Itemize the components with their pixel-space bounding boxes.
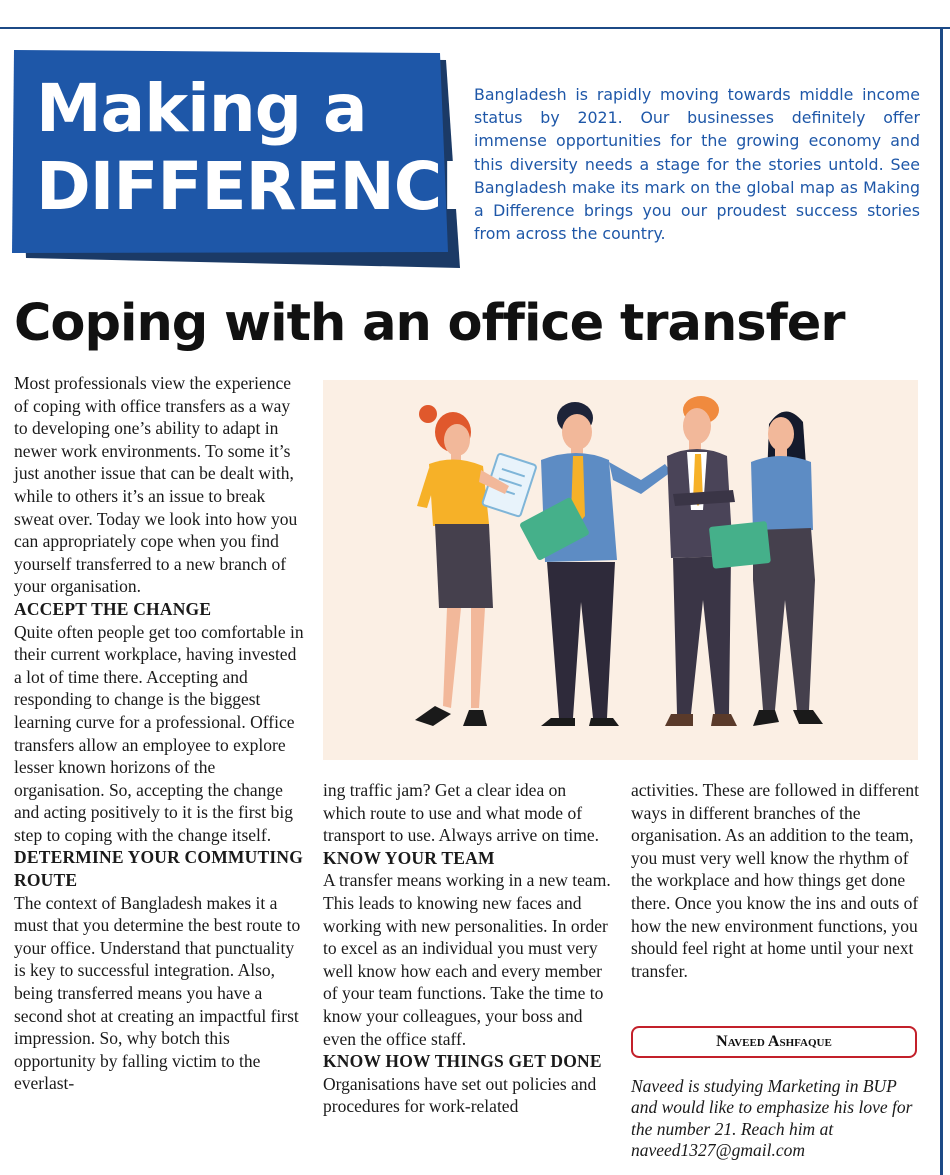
subheading: DETERMINE YOUR COMMUTING ROUTE xyxy=(14,847,304,891)
paragraph: Most professionals view the experience of coping with office transfers as a way to developing one’s ability to adapt in newer work environments. To some it’s just another issue that can be dealt with, while to others it’s an issue to break sweat over. Today we look into how you can appropriately cope when you find yourself transferred to a new branch of your organisation. xyxy=(14,373,298,597)
right-rule xyxy=(940,27,943,1175)
author-byline: Naveed Ashfaque xyxy=(631,1026,917,1058)
section-title-line2: DIFFERENCE xyxy=(36,148,486,225)
article-column-2 xyxy=(323,779,613,1118)
paragraph: The context of Bangladesh makes it a must that you determine the best route to your office. Understand that punctuality is key to successful integration. Also, being transferred means you have a second shot at creating an impactful first impression. So, why botch this opportunity by falling victim to the everlast- xyxy=(14,892,301,1094)
subheading: KNOW HOW THINGS GET DONE xyxy=(323,1051,602,1072)
article-illustration xyxy=(323,380,918,760)
woman-with-clipboard-figure xyxy=(415,405,537,726)
paragraph: Quite often people get too comfortable in their current workplace, having invested a lot of time there. Accepting and responding to change is the biggest learning curve for a professional. Office transfers allow an employee to explore lesser known horizons of the organisation. So, accepting the change and acting positively to it is the first big step to coping with the change itself. xyxy=(14,621,304,845)
author-bio: Naveed is studying Marketing in BUP and would like to emphasize his love for the number 21. Reach him at naveed1327@gmail.com xyxy=(631,1076,913,1161)
paragraph: Organisations have set out policies and procedures for work-related xyxy=(323,1073,597,1117)
man-with-folder-figure xyxy=(519,402,671,726)
article-column-3 xyxy=(631,779,923,982)
paragraph: ing traffic jam? Get a clear idea on which route to use and what mode of transport to use. Always arrive on time. xyxy=(323,780,600,846)
article-column-1 xyxy=(14,372,304,1095)
paragraph: A transfer means working in a new team. This leads to knowing new faces and working with new personalities. In order to excel as an individual you must very well know how each and every member of your team functions. Take the time to know your colleagues, your boss and even the office staff. xyxy=(323,870,611,1049)
section-intro: Bangladesh is rapidly moving towards middle income status by 2021. Our businesses definitely offer immense opportunities for the growing economy and this diversity needs a stage for the stories untold. See Bangladesh make its mark on the global map as Making a Difference brings you our proudest success stories from across the country. xyxy=(474,85,920,244)
subheading: ACCEPT THE CHANGE xyxy=(14,598,212,619)
section-title-line1: Making a xyxy=(36,70,367,147)
subheading: KNOW YOUR TEAM xyxy=(323,847,495,868)
paragraph: activities. These are followed in different ways in different branches of the organisation. As an addition to the team, you must very well know the rhythm of the workplace and how things get done there. Once you know the ins and outs of how the new environment functions, you should feel right at home until your next transfer. xyxy=(631,780,919,981)
article-headline: Coping with an office transfer xyxy=(14,294,845,353)
section-title xyxy=(36,70,486,225)
